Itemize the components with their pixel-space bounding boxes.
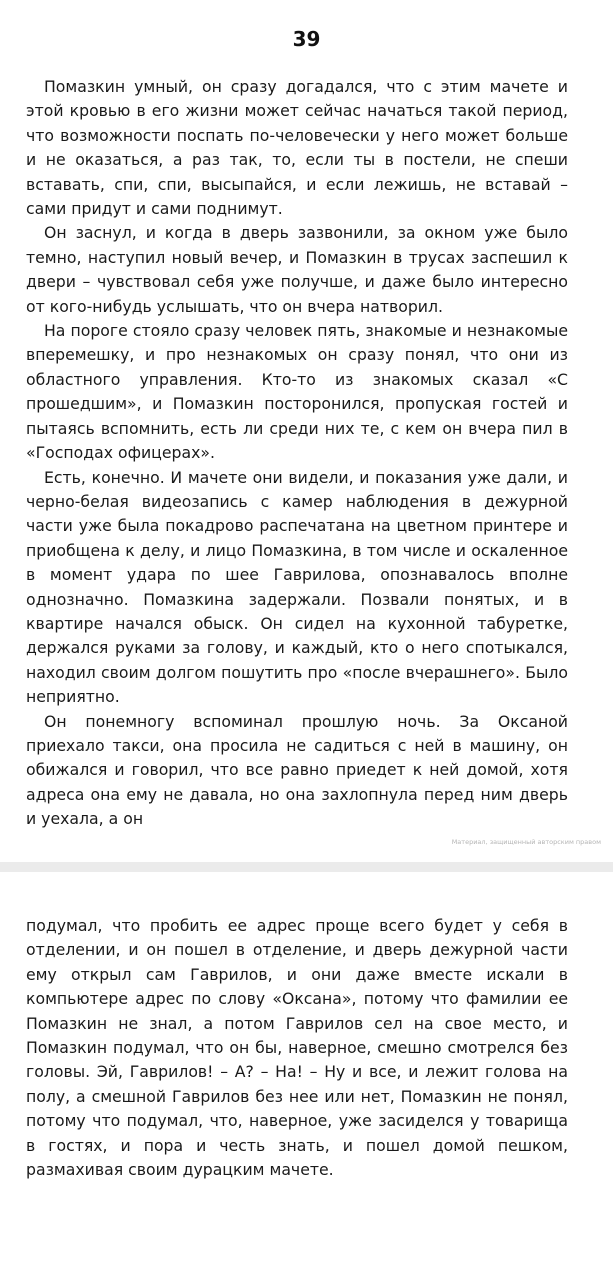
paragraph: Он понемногу вспоминал прошлую ночь. За Оксаной приехало такси, она просила не садиться с ней в машину, он обижался и говорил, что все равно приедет к ней домой, хотя адреса она ему не давала, но она захлопнула перед ним дверь и уехала, а он [26, 711, 568, 829]
paragraph: Есть, конечно. И мачете они видели, и показания уже дали, и черно-белая видеозапись с камер наблюдения в дежурной части уже была покадрово распечатана на цветном принтере и приобщена к делу, и лицо Помазкина, в том числе и оскаленное в момент удара по шее Гаврилова, опознавалось вполне однозначно. Помазкина задержали. Позвали понятых, и в квартире начался обыск. Он сидел на кухонной табуретке, держался руками за голову, и каждый, кто о него спотыкался, находил своим долгом пошутить про «после вчерашнего». Было неприятно. [26, 467, 568, 707]
paragraph: Помазкин умный, он сразу догадался, что с этим мачете и этой кровью в его жизни может сейчас начаться такой период, что возможности поспать по-человечески у него может больше и не оказаться, а раз так, то, если ты в постели, не спеши вставать, спи, спи, высыпайся, и если лежишь, не вставай – сами придут и сами поднимут. [26, 77, 568, 219]
book-page-bottom [0, 872, 613, 1279]
paragraph-continued: подумал, что пробить ее адрес проще всего будет у себя в отделении, и он пошел в отделение, и дверь дежурной части ему открыл сам Гаврилов, и они даже вместе искали в компьютере адрес по слову «Оксана», потому что фамилии ее Помазкин не знал, а потом Гаврилов сел на свое место, и Помазкин подумал, что он бы, наверное, смешно смотрелся без головы. Эй, Гаврилов! – А? – На! – Ну и все, и лежит голова на полу, а смешной Гаврилов без нее или нет, Помазкин не понял, потому что подумал, что, наверное, уже засиделся у товарища в гостях, и пора и честь знать, и пошел домой пешком, размахивая своим дурацким мачете. [26, 916, 568, 1180]
copyright-watermark: Материал, защищенный авторским правом [451, 838, 601, 846]
page-body-text [26, 75, 568, 832]
page-number: 39 [292, 27, 321, 51]
page-body-text [26, 914, 568, 1182]
paragraph: На пороге стояло сразу человек пять, знакомые и незнакомые вперемешку, и про незнакомых он сразу понял, что они из областного управления. Кто-то из знакомых сказал «С прошедшим», и Помазкин посторонился, пропуская гостей и пытаясь вспомнить, есть ли среди них те, с кем он вчера пил в «Господах офицерах». [26, 321, 568, 463]
paragraph: Он заснул, и когда в дверь зазвонили, за окном уже было темно, наступил новый вечер, и Помазкин в трусах заспешил к двери – чувствовал себя уже получше, и даже было интересно от кого-нибудь услышать, что он вчера натворил. [26, 223, 568, 316]
